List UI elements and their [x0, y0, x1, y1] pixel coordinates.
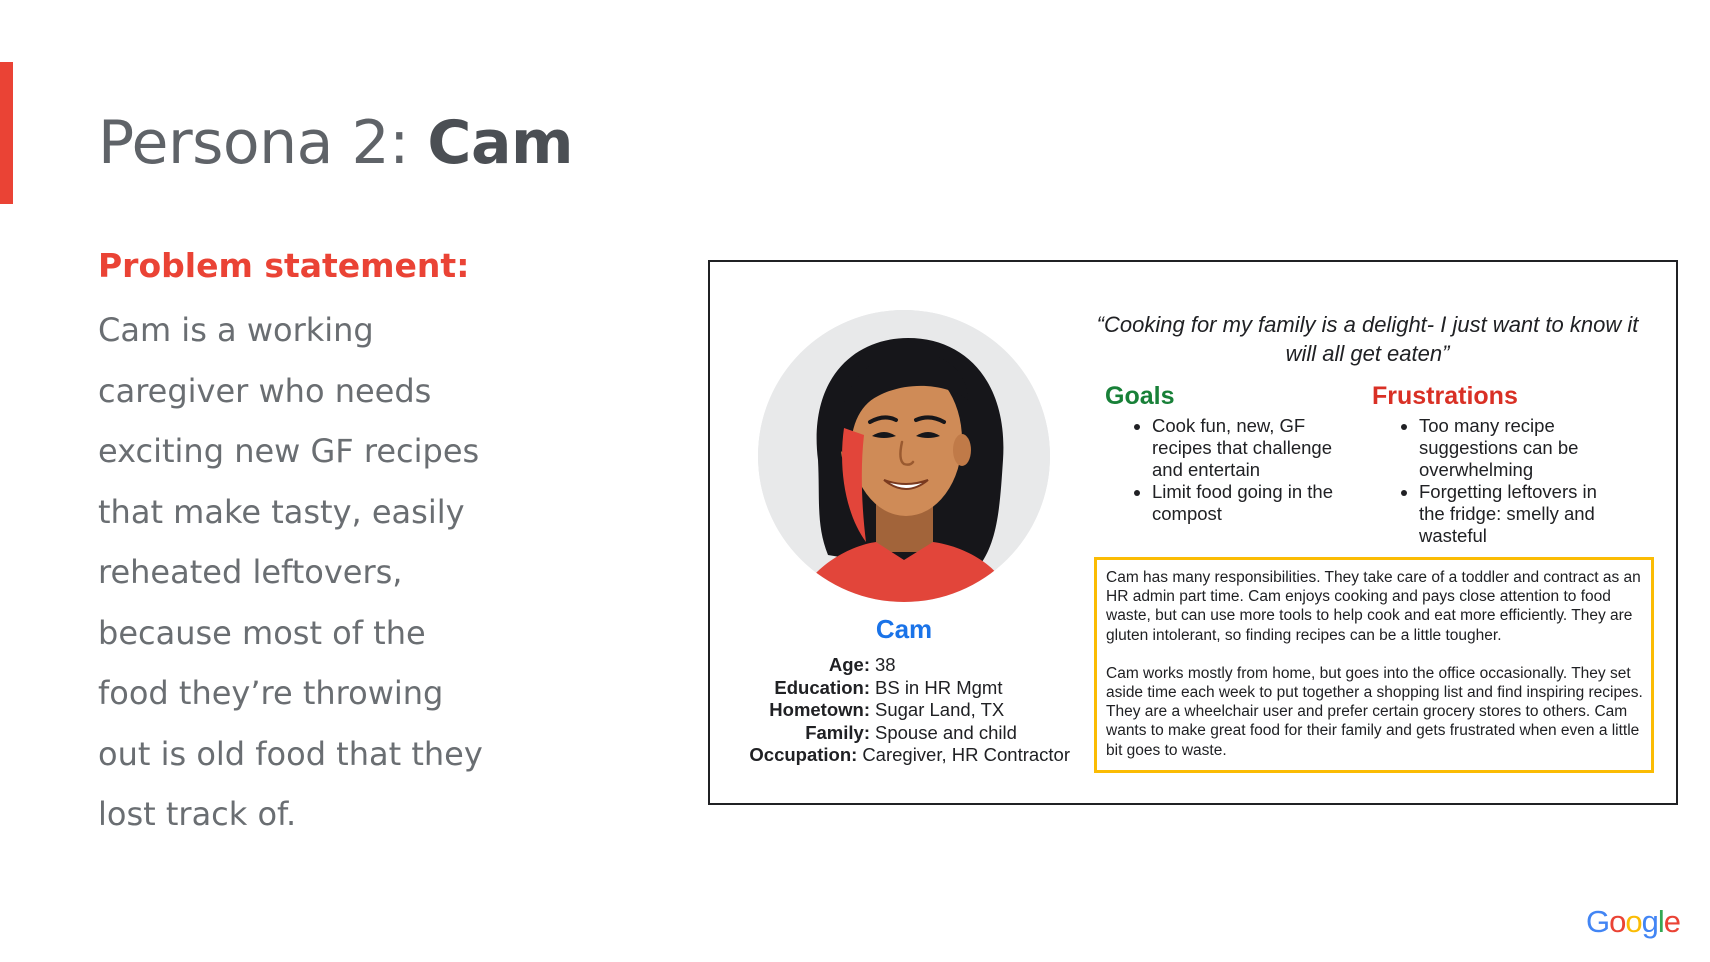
fact-occupation [730, 744, 1070, 767]
persona-quote: “Cooking for my family is a delight- I just want to know it will all get eaten” [1096, 312, 1639, 366]
fact-value: Spouse and child [875, 721, 1017, 743]
fact-key: Family: [805, 721, 870, 743]
problem-statement-body [98, 300, 598, 845]
persona-name: Cam [875, 614, 933, 644]
logo-letter: G [1586, 904, 1610, 939]
frustrations-heading: Frustrations [1372, 382, 1518, 410]
frustration-item: • Too many recipe suggestions can be overwhelming [1419, 415, 1622, 481]
problem-statement-label: Problem statement: [98, 246, 470, 285]
problem-line: Cam is a working [98, 311, 374, 349]
fact-age [730, 654, 1070, 677]
title-name: Cam [427, 108, 573, 178]
problem-line: caregiver who needs [98, 371, 432, 410]
fact-family [730, 722, 1070, 745]
bio-paragraph: Cam works mostly from home, but goes into the office occasionally. They set aside time each week to put together a shopping list and find inspiring recipes. They are a wheelchair user and prefer certain grocery stores to others. Cam wants to make great food for their family and gets frustrated when even a little bit goes to waste. [1106, 664, 1643, 759]
goals-heading: Goals [1105, 382, 1175, 410]
frustration-item: • Forgetting leftovers in the fridge: smelly and wasteful [1419, 481, 1622, 547]
logo-letter: o [1609, 904, 1626, 939]
fact-key: Occupation: [749, 744, 858, 765]
problem-line: out is old food that they [98, 734, 483, 773]
problem-line: because most of the [98, 613, 426, 652]
fact-value: BS in HR Mgmt [875, 676, 1003, 698]
goals-list [1105, 415, 1355, 525]
fact-hometown [730, 699, 1070, 722]
logo-letter: o [1625, 904, 1642, 939]
persona-facts [730, 654, 1070, 767]
persona-card [708, 260, 1678, 805]
google-logo [1586, 904, 1680, 940]
frustrations-list [1372, 415, 1622, 547]
accent-bar [0, 62, 13, 204]
fact-key: Education: [774, 676, 870, 698]
bio-paragraph: Cam has many responsibilities. They take care of a toddler and contract as an HR admin part time. Cam enjoys cooking and pays close attention to food waste, but can use more tools to help cook and eat more efficiently. They are gluten intolerant, so finding recipes can be a little tougher. [1106, 569, 1641, 644]
fact-value: Caregiver, HR Contractor [862, 744, 1070, 765]
persona-bio [1094, 557, 1654, 773]
fact-key: Hometown: [769, 699, 870, 720]
logo-letter: e [1663, 904, 1681, 939]
fact-value: Sugar Land, TX [875, 699, 1005, 720]
persona-illustration [758, 310, 1050, 602]
avatar [758, 310, 1050, 602]
problem-line: lost track of. [98, 795, 297, 833]
goals-section [1105, 382, 1355, 525]
problem-line: reheated leftovers, [98, 553, 403, 591]
logo-letter: l [1657, 904, 1664, 939]
problem-line: that make tasty, easily [98, 492, 465, 531]
goal-item: • Limit food going in the compost [1152, 481, 1355, 525]
title-prefix: Persona 2: [98, 108, 428, 178]
problem-line: exciting new GF recipes [98, 432, 480, 470]
fact-key: Age: [828, 654, 870, 675]
problem-line: food they’re throwing [98, 674, 444, 712]
fact-value: 38 [875, 654, 896, 675]
logo-letter: g [1641, 904, 1658, 939]
fact-education [730, 677, 1070, 700]
slide-title [98, 108, 573, 178]
goal-item: • Cook fun, new, GF recipes that challenge and entertain [1152, 415, 1355, 481]
frustrations-section [1372, 382, 1622, 547]
